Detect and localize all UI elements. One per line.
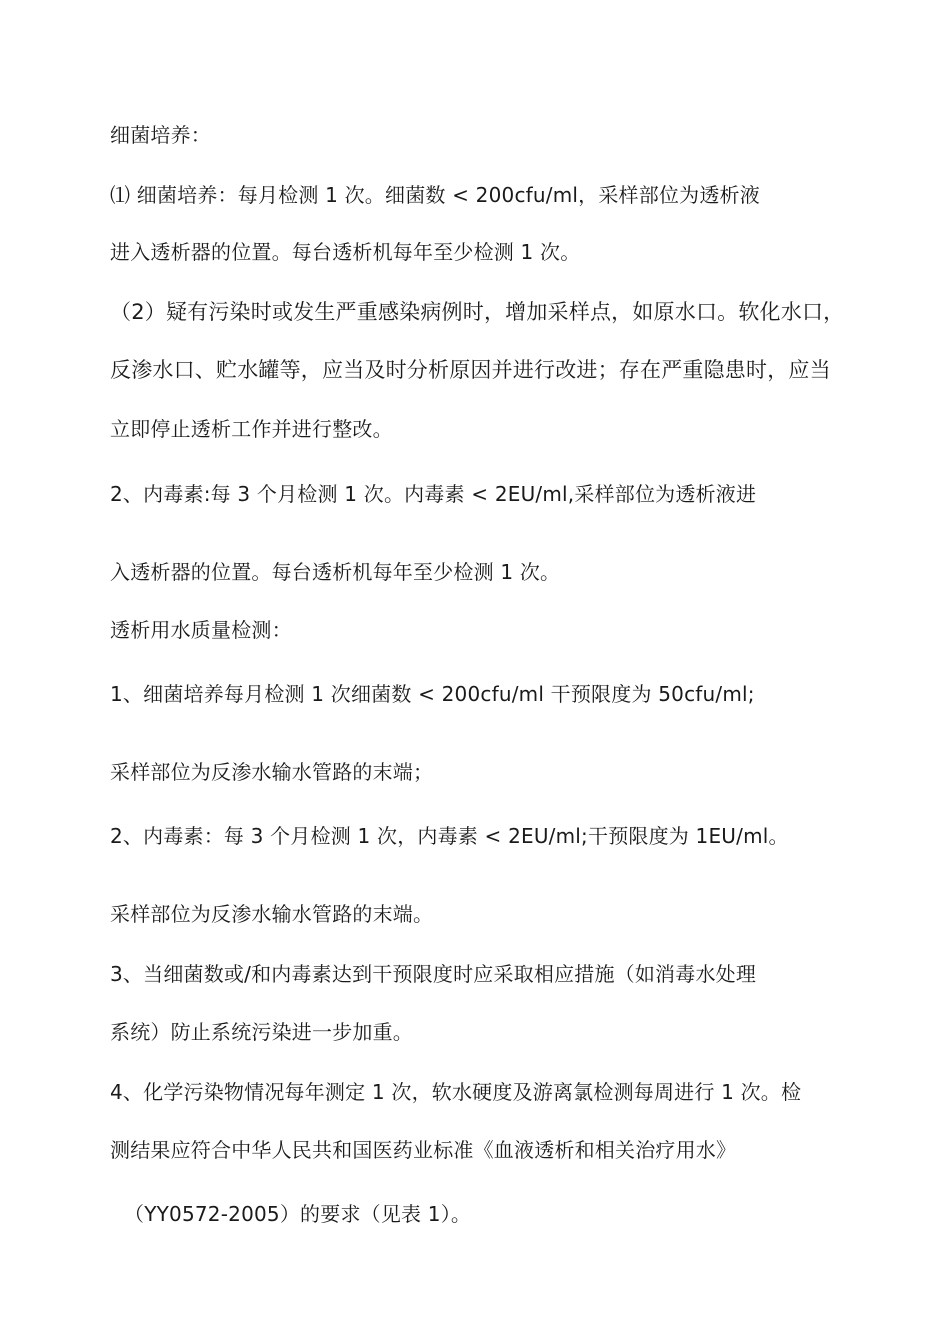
paragraph-line: 立即停止透析工作并进行整改。 <box>110 417 393 441</box>
paragraph-line: 2、内毒素：每 3 个月检测 1 次，内毒素 < 2EU/ml;干预限度为 1EU/ml。 <box>110 824 789 848</box>
section-heading-water-quality: 透析用水质量检测： <box>110 618 292 642</box>
paragraph-line: 测结果应符合中华人民共和国医药业标准《血液透析和相关治疗用水》 <box>110 1138 737 1162</box>
paragraph-line: 采样部位为反渗水输水管路的末端。 <box>110 902 434 926</box>
paragraph-line: 采样部位为反渗水输水管路的末端； <box>110 760 434 784</box>
paragraph-line: 3、当细菌数或/和内毒素达到干预限度时应采取相应措施（如消毒水处理 <box>110 962 757 986</box>
paragraph-line: 入透析器的位置。每台透析机每年至少检测 1 次。 <box>110 560 561 584</box>
paragraph-line: 反渗水口、贮水罐等，应当及时分析原因并进行改进；存在严重隐患时，应当 <box>110 358 831 382</box>
paragraph-line: ⑴ 细菌培养：每月检测 1 次。细菌数 < 200cfu/ml，采样部位为透析液 <box>110 183 760 207</box>
paragraph-line: （2）疑有污染时或发生严重感染病例时，增加采样点，如原水口。软化水口， <box>110 300 845 324</box>
paragraph-line: 2、内毒素:每 3 个月检测 1 次。内毒素 < 2EU/ml,采样部位为透析液进 <box>110 482 757 506</box>
section-heading-bacteria: 细菌培养： <box>110 123 211 147</box>
paragraph-line: 进入透析器的位置。每台透析机每年至少检测 1 次。 <box>110 240 581 264</box>
paragraph-line: 4、化学污染物情况每年测定 1 次，软水硬度及游离氯检测每周进行 1 次。检 <box>110 1080 802 1104</box>
paragraph-line: （YY0572-2005）的要求（见表 1）。 <box>124 1202 472 1226</box>
paragraph-line: 系统）防止系统污染进一步加重。 <box>110 1020 413 1044</box>
paragraph-line: 1、细菌培养每月检测 1 次细菌数 < 200cfu/ml 干预限度为 50cfu/ml; <box>110 682 755 706</box>
